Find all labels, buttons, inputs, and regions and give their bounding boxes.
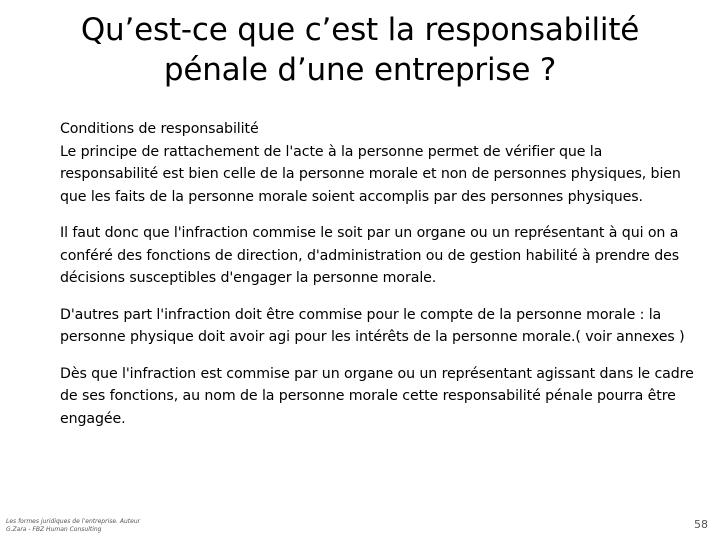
footer-credit (6, 518, 156, 534)
footer-credit-line-1: Les formes juridiques de l’entreprise. Auteur (6, 518, 141, 525)
slide-title-line-2: pénale d’une entreprise ? (163, 52, 557, 88)
page-number: 58 (694, 518, 708, 531)
section-heading: Conditions de responsabilité (60, 121, 259, 137)
slide-title (20, 10, 700, 90)
paragraph-2: Il faut donc que l'infraction commise le soit par un organe ou un représentant à qui on a conféré des fonctions de direction, d'administration ou de gestion habilité à prendre des décisions susceptibles d'engager la personne morale. (60, 225, 680, 286)
slide-body (60, 118, 700, 430)
slide-title-line-1: Qu’est-ce que c’est la responsabilité (80, 12, 640, 48)
paragraph-4: Dès que l'infraction est commise par un organe ou un représentant agissant dans le cadre de ses fonctions, au nom de la personne morale cette responsabilité pénale pourra être engagée. (60, 365, 694, 427)
footer-credit-line-2: G.Zara - FBZ Human Consulting (6, 526, 102, 533)
paragraph-3: D'autres part l'infraction doit être commise pour le compte de la personne morale : la personne physique doit avoir agi pour les intérêts de la personne morale.( voir annexes ) (60, 306, 685, 345)
paragraph-1: Le principe de rattachement de l'acte à la personne permet de vérifier que la responsabilité est bien celle de la personne morale et non de personnes physiques, bien que les faits de la personne morale soient accomplis par des personnes physiques. (60, 143, 681, 205)
